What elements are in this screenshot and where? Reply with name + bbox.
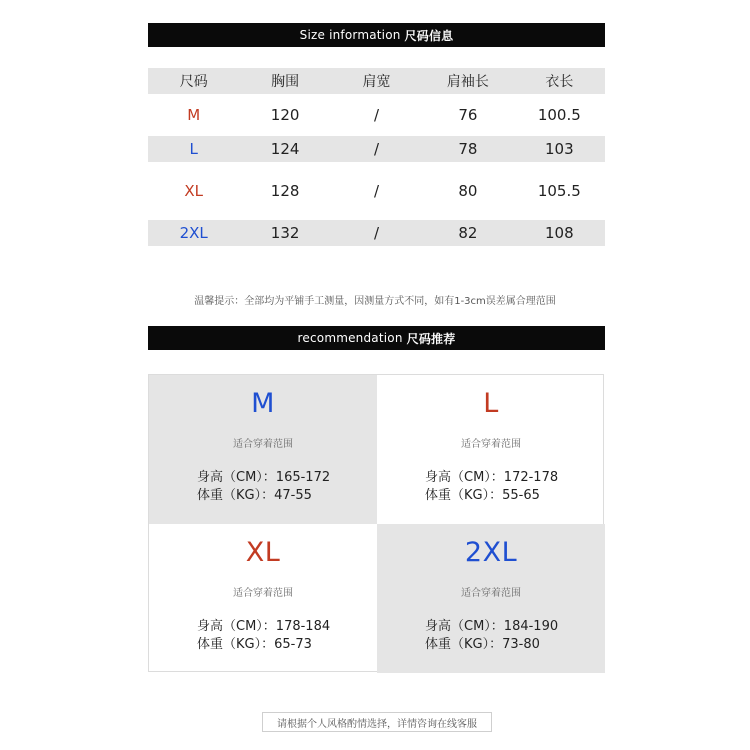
size-info-title-en: Size information — [299, 28, 401, 42]
footer-note: 请根据个人风格酌情选择，详情咨询在线客服 — [262, 712, 492, 732]
size-info-title-cn: 尺码信息 — [404, 28, 454, 43]
size-label: M — [187, 106, 201, 124]
card-height: 身高（CM）：184-190 — [425, 619, 559, 634]
chest-value: 124 — [270, 140, 300, 158]
size-label: 2XL — [179, 224, 208, 242]
length-value: 100.5 — [537, 106, 581, 124]
recommendation-card-l — [377, 375, 605, 524]
shoulder-value: / — [373, 224, 380, 242]
table-row — [148, 220, 605, 246]
recommendation-title-cn: 尺码推荐 — [406, 331, 456, 346]
recommendation-card-xl — [149, 524, 377, 673]
size-table — [148, 68, 605, 246]
sleeve-value: 80 — [458, 182, 478, 200]
card-size-label: XL — [245, 537, 281, 568]
sleeve-value: 82 — [458, 224, 478, 242]
header-shoulder: 肩宽 — [362, 74, 391, 90]
card-size-label: M — [251, 388, 275, 419]
table-row — [148, 94, 605, 136]
size-label: L — [189, 140, 198, 158]
recommendation-card-m — [149, 375, 377, 524]
length-value: 108 — [545, 224, 574, 242]
chest-value: 120 — [270, 106, 300, 124]
sleeve-value: 78 — [458, 140, 478, 158]
length-value: 105.5 — [537, 182, 581, 200]
card-weight: 体重（KG）：73-80 — [425, 637, 540, 652]
header-size: 尺码 — [179, 74, 208, 90]
shoulder-value: / — [373, 106, 380, 124]
card-height: 身高（CM）：172-178 — [425, 470, 559, 485]
header-sleeve: 肩袖长 — [446, 74, 489, 90]
card-subtitle: 适合穿着范围 — [461, 439, 521, 450]
card-weight: 体重（KG）：55-65 — [425, 488, 540, 503]
shoulder-value: / — [373, 182, 380, 200]
chest-value: 132 — [270, 224, 300, 242]
table-row — [148, 162, 605, 220]
length-value: 103 — [545, 140, 574, 158]
recommendation-banner — [148, 326, 605, 350]
table-row — [148, 136, 605, 162]
card-subtitle: 适合穿着范围 — [233, 588, 293, 599]
card-height: 身高（CM）：178-184 — [197, 619, 331, 634]
shoulder-value: / — [373, 140, 380, 158]
recommendation-title-en: recommendation — [297, 331, 403, 345]
chest-value: 128 — [270, 182, 300, 200]
card-size-label: L — [483, 388, 499, 419]
card-weight: 体重（KG）：47-55 — [197, 488, 312, 503]
size-info-banner — [148, 23, 605, 47]
recommendation-grid — [148, 374, 604, 672]
measurement-note: 温馨提示：全部均为平铺手工测量，因测量方式不同，如有1-3cm误差属合理范围 — [194, 296, 556, 307]
header-chest: 胸围 — [271, 74, 300, 90]
recommendation-card-2xl — [377, 524, 605, 673]
card-size-label: 2XL — [464, 537, 518, 568]
card-weight: 体重（KG）：65-73 — [197, 637, 312, 652]
size-label: XL — [184, 182, 204, 200]
card-subtitle: 适合穿着范围 — [461, 588, 521, 599]
header-length: 衣长 — [545, 74, 574, 90]
card-subtitle: 适合穿着范围 — [233, 439, 293, 450]
table-header-row — [148, 68, 605, 94]
sleeve-value: 76 — [458, 106, 478, 124]
card-height: 身高（CM）：165-172 — [197, 470, 331, 485]
